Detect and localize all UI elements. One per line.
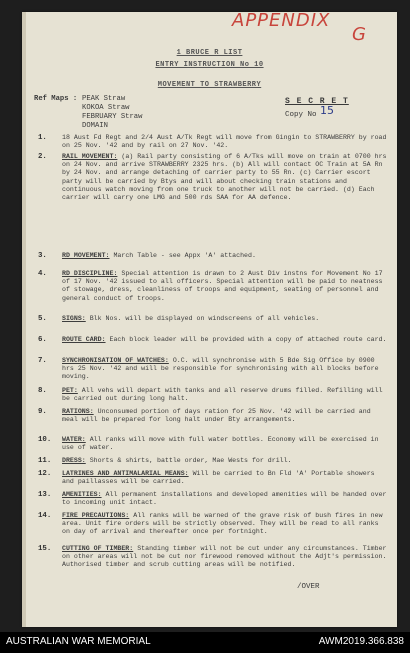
item-9 [62,408,387,424]
footer-accession-number: AWM2019.366.838 [318,636,404,647]
item-8-text: All vehs will depart with tanks and all reserve drums filled. Refilling will be carried out during long halt. [62,387,383,403]
item-7-number: 7. [38,357,47,365]
item-3 [62,252,387,260]
item-11-text: Shorts & shirts, battle order, Mae Wests for drill. [89,457,292,464]
document-page [22,12,397,627]
item-4-text: Special attention is drawn to 2 Aust Div instns for Movement No 17 of 17 Nov. '42 issued to all officers. Special attention will be paid to neatness of stowage, dress, cleanliness of troops and equipment, seating of personnel and general conduct of troops. [62,270,383,302]
header-line-2: ENTRY INSTRUCTION No 10 [155,61,264,69]
item-2-number: 2. [38,153,47,161]
item-5-heading: SIGNS: [62,315,86,322]
header-line-3: MOVEMENT TO STRAWBERRY [157,81,262,89]
archive-footer [0,632,410,653]
item-14-heading: FIRE PRECAUTIONS: [62,512,130,519]
item-12-number: 12. [38,470,52,478]
ref-map-4: DOMAIN [82,122,108,130]
footer-institution: AUSTRALIAN WAR MEMORIAL [6,636,151,647]
ref-map-1: PEAK Straw [82,95,126,103]
item-15-text: Standing timber will not be cut under any circumstances. Timber on other areas will not be cut nor firewood removed without the Adjt's permission. Authorised timber and scrub cutting areas will be notified. [62,545,387,569]
over-marker: /OVER [297,583,320,591]
item-3-heading: RD MOVEMENT: [62,252,110,259]
item-12 [62,470,387,486]
item-2-text: (a) Rail party consisting of 6 A/Tks will move on train at 0700 hrs on 24 Nov. and arrive STRAWBERRY 2325 hrs. (b) All will contact OC Train at 5A Rn by 24 Nov. and arrange detaching of carrier party to 55 Rn. (c) Carrier escort party will be carried by Btys and will about checking train stations and continuous watch moving from one truck to another will not be carried. (d) Each carrier will carry one LMG and 500 rds SAA for AA defence. [62,153,387,202]
item-8-heading: PET: [62,387,78,394]
ref-maps-label: Ref Maps : [34,95,78,103]
item-15-heading: CUTTING OF TIMBER: [62,545,134,552]
handwritten-appendix-letter: G [352,24,366,45]
item-9-heading: RATIONS: [62,408,94,415]
item-2 [62,153,387,202]
header-line-1: 1 BRUCE R LIST [176,49,243,57]
item-11-heading: DRESS: [62,457,86,464]
item-9-number: 9. [38,408,47,416]
item-13-number: 13. [38,491,52,499]
item-7-text: O.C. will synchronise with 5 Bde Sig Office by 0900 hrs 25 Nov. '42 and will be responsible for synchronising with all blocks before moving. [62,357,379,381]
item-7 [62,357,387,382]
handwritten-appendix-label: APPENDIX [232,12,331,31]
item-11-number: 11. [38,457,52,465]
item-7-heading: SYNCHRONISATION OF WATCHES: [62,357,169,364]
item-1-text: 18 Aust Fd Regt and 2/4 Aust A/Tk Regt will move from Gingin to STRAWBERRY by road on 25 Nov. '42 and by rail on 27 Nov. '42. [62,134,387,150]
classification: S E C R E T [285,97,349,106]
item-4-heading: RD DISCIPLINE: [62,270,118,277]
copy-number: 15 [320,104,334,117]
item-10-number: 10. [38,436,52,444]
ref-map-2: KOKOA Straw [82,104,130,112]
item-13-heading: AMENITIES: [62,491,102,498]
item-6-heading: ROUTE CARD: [62,336,106,343]
item-4 [62,270,387,303]
item-13-text: All permanent installations and developed amenities will be handed over to incoming unit intact. [62,491,387,507]
item-2-heading: RAIL MOVEMENT: [62,153,118,160]
item-8-number: 8. [38,387,47,395]
item-13 [62,491,387,507]
item-4-number: 4. [38,270,47,278]
item-10-text: All ranks will move with full water bottles. Economy will be exercised in use of water. [62,436,379,452]
item-6-text: Each block leader will be provided with a copy of attached route card. [109,336,387,343]
item-12-text: Will be carried to Bn Fld 'A' Portable showers and paillasses will be carried. [62,470,375,486]
item-14 [62,512,387,537]
item-3-number: 3. [38,252,47,260]
item-14-text: All ranks will be warned of the grave risk of bush fires in new area. Unit fire orders will be strictly observed. They will be read to all ranks on day of arrival and thereafter once per fortnight. [62,512,383,536]
item-15 [62,545,387,570]
item-10-heading: WATER: [62,436,86,443]
ref-map-3: FEBRUARY Straw [82,113,143,121]
copy-label: Copy No [285,111,317,119]
item-14-number: 14. [38,512,52,520]
item-3-text: March Table - see Appx 'A' attached. [113,252,256,259]
item-5 [62,315,387,323]
item-6 [62,336,387,344]
item-15-number: 15. [38,545,52,553]
item-1-number: 1. [38,134,47,142]
item-12-heading: LATRINES AND ANTIMALARIAL MEANS: [62,470,189,477]
item-10 [62,436,387,452]
item-6-number: 6. [38,336,47,344]
item-11 [62,457,387,465]
item-9-text: Unconsumed portion of days ration for 25 Nov. '42 will be carried and meal will be prepared for long halt under Bty arrangements. [62,408,371,424]
item-8 [62,387,387,403]
item-5-number: 5. [38,315,47,323]
item-5-text: Blk Nos. will be displayed on windscreens of all vehicles. [89,315,320,322]
page-edge [22,12,26,627]
